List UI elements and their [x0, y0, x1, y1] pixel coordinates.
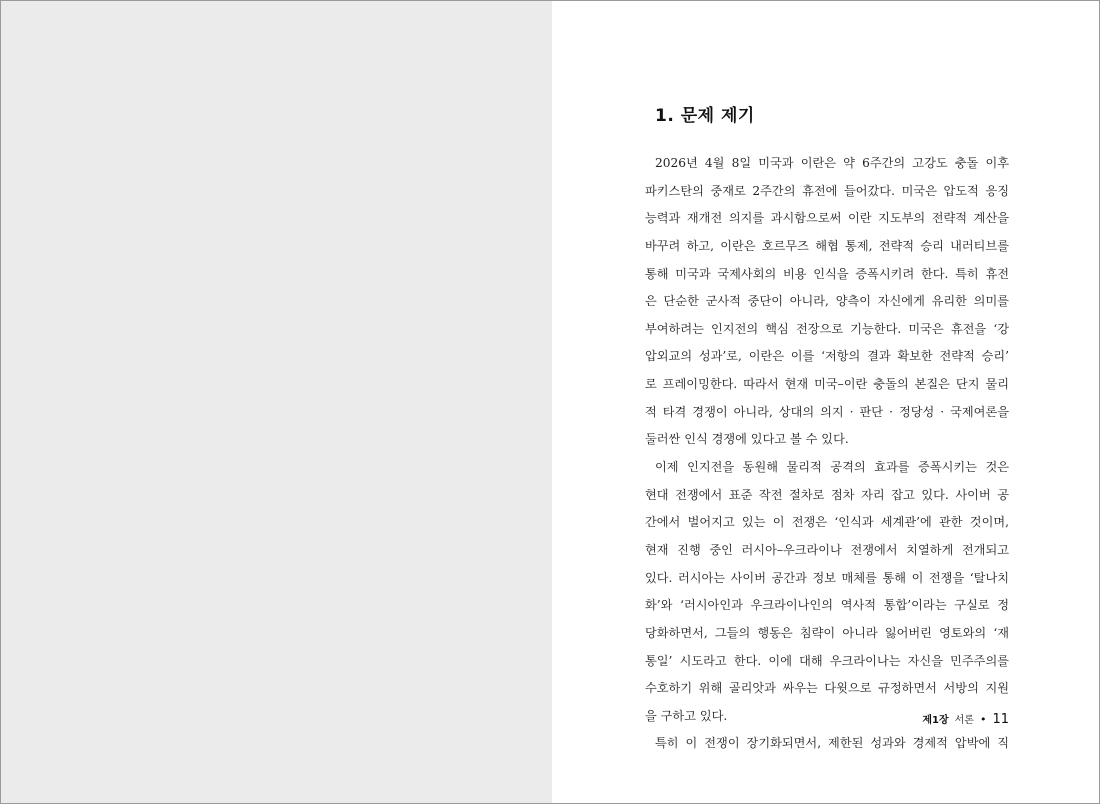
footer-chapter: 제1장 — [922, 715, 949, 726]
body-text — [645, 150, 1009, 758]
text-line: 2026년 4월 8일 미국과 이란은 약 6주간의 고강도 충돌 이후 — [655, 156, 1009, 170]
text-line: 압외교의 성과’로, 이란은 이를 ‘저항의 결과 확보한 전략적 승리’ — [645, 349, 1009, 364]
text-line: 특히 이 전쟁이 장기화되면서, 제한된 성과와 경제적 압박에 직 — [655, 736, 1009, 751]
text-line: 파키스탄의 중재로 2주간의 휴전에 들어갔다. 미국은 압도적 응징 — [645, 183, 1009, 198]
page-number: 11 — [992, 712, 1009, 727]
text-line: 로 프레이밍한다. 따라서 현재 미국–이란 충돌의 본질은 단지 물리 — [645, 377, 1009, 392]
text-line: 능력과 재개전 의지를 과시함으로써 이란 지도부의 전략적 계산을 — [645, 211, 1009, 226]
right-page — [552, 1, 1099, 803]
text-line: 현재 진행 중인 러시아–우크라이나 전쟁에서 치열하게 전개되고 — [645, 542, 1009, 557]
running-footer — [922, 711, 1009, 727]
text-line: 화’와 ‘러시아인과 우크라이나인의 역사적 통합’이라는 구실로 정 — [645, 598, 1009, 613]
footer-chapter-title: 서론 — [954, 715, 974, 726]
text-line: 통일’ 시도라고 한다. 이에 대해 우크라이나는 자신을 민주주의를 — [645, 653, 1009, 668]
text-line: 부여하려는 인지전의 핵심 전장으로 기능한다. 미국은 휴전을 ‘강 — [645, 321, 1009, 336]
text-line: 있다. 러시아는 사이버 공간과 정보 매체를 통해 이 전쟁을 ‘탈나치 — [645, 570, 1009, 585]
left-page-blank — [1, 1, 552, 803]
text-line: 을 구하고 있다. — [645, 708, 728, 723]
section-heading: 1. 문제 제기 — [655, 106, 755, 126]
text-line: 현대 전쟁에서 표준 작전 절차로 점차 자리 잡고 있다. 사이버 공 — [645, 487, 1009, 502]
text-line: 둘러싼 인식 경쟁에 있다고 볼 수 있다. — [645, 432, 849, 447]
footer-separator: • — [979, 713, 987, 726]
text-line: 이제 인지전을 동원해 물리적 공격의 효과를 증폭시키는 것은 — [655, 460, 1009, 475]
text-line: 수호하기 위해 골리앗과 싸우는 다윗으로 규정하면서 서방의 지원 — [645, 681, 1009, 696]
text-line: 통해 미국과 국제사회의 비용 인식을 증폭시키려 한다. 특히 휴전 — [645, 266, 1009, 281]
text-line: 간에서 벌어지고 있는 이 전쟁은 ‘인식과 세계관’에 관한 것이며, — [645, 515, 1009, 530]
text-line: 바꾸려 하고, 이란은 호르무즈 해협 통제, 전략적 승리 내러티브를 — [645, 238, 1009, 253]
text-line: 은 단순한 군사적 중단이 아니라, 양측이 자신에게 유리한 의미를 — [645, 294, 1009, 309]
text-line: 적 타격 경쟁이 아니라, 상대의 의지 · 판단 · 정당성 · 국제여론을 — [645, 404, 1009, 419]
text-line: 당화하면서, 그들의 행동은 침략이 아니라 잃어버린 영토와의 ‘재 — [645, 625, 1009, 640]
